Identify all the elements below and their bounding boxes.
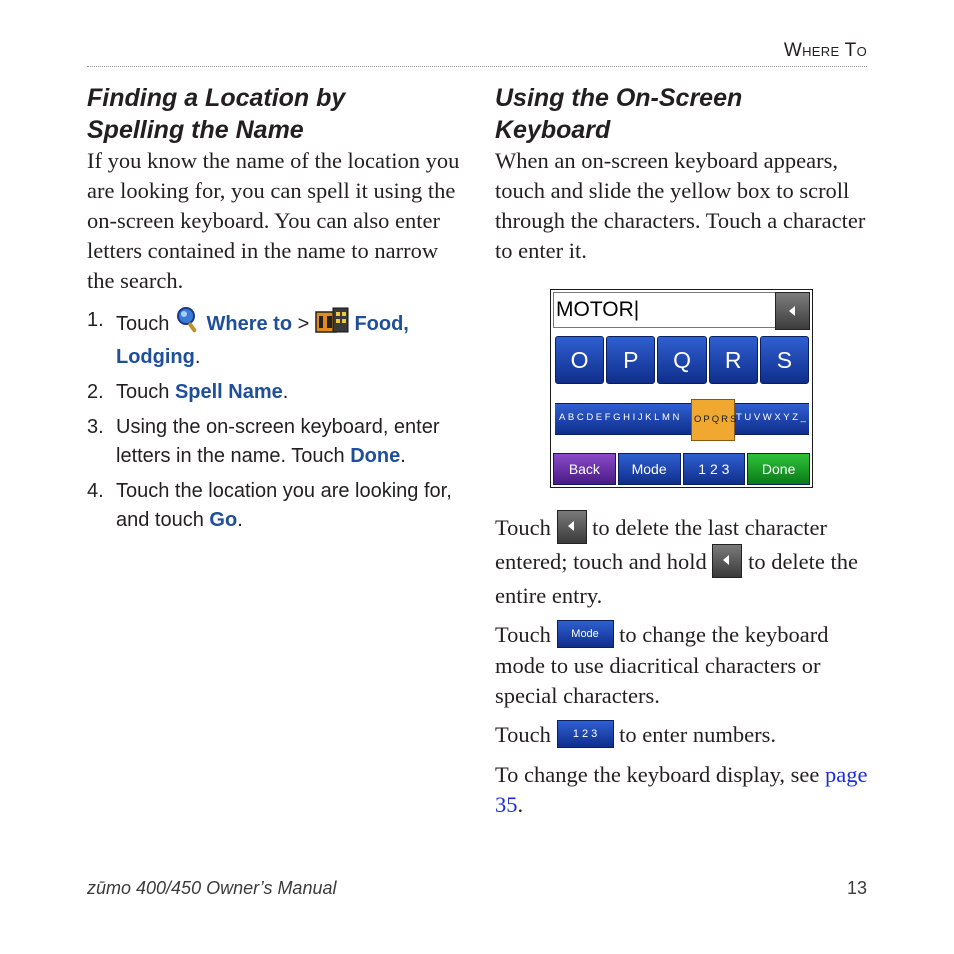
backspace-button[interactable]: [775, 292, 810, 330]
text: Touch: [495, 515, 551, 541]
step-number: 3.: [87, 416, 104, 438]
spell-name-link[interactable]: Spell Name: [174, 381, 283, 403]
footer-manual-title: zūmo 400/450 Owner’s Manual: [87, 878, 337, 898]
mode-button-icon: Mode: [557, 620, 614, 648]
text: to delete the entire entry.: [495, 549, 859, 608]
step-punct: .: [400, 445, 406, 467]
step-3: [87, 413, 467, 471]
numbers-button-icon: 1 2 3: [557, 720, 614, 748]
keyboard-button-bar: [553, 453, 810, 485]
backspace-icon: [712, 544, 742, 578]
right-title-line2: Keyboard: [495, 116, 611, 144]
footer-page-number: 13: [846, 878, 867, 898]
text: Touch: [495, 622, 551, 647]
left-section-title: [87, 82, 467, 146]
text: to enter numbers.: [619, 721, 777, 747]
backspace-icon: [557, 510, 587, 544]
character-scroll-strip[interactable]: [555, 403, 809, 435]
step-2: [87, 378, 467, 407]
mode-button[interactable]: Mode: [618, 453, 681, 485]
go-link[interactable]: Go: [209, 509, 238, 531]
left-title-line2: Spelling the Name: [87, 116, 304, 144]
step-separator: >: [297, 312, 310, 335]
right-section-title: [495, 82, 875, 146]
right-title-line1: Using the On-Screen: [495, 84, 743, 112]
step-4: [87, 477, 467, 535]
backspace-paragraph: [495, 513, 875, 611]
back-button[interactable]: Back: [553, 453, 616, 485]
running-header: Where To: [783, 40, 867, 61]
key-s[interactable]: S: [760, 336, 809, 384]
key-o[interactable]: O: [555, 336, 604, 384]
where-to-link[interactable]: Where to: [206, 312, 293, 335]
text: To change the keyboard display, see: [495, 761, 820, 787]
lodging-link[interactable]: Lodging: [116, 346, 195, 368]
numbers-paragraph: [495, 720, 875, 751]
step-number: 4.: [87, 480, 104, 502]
step-punct: .: [282, 381, 289, 403]
text: to delete the last character entered; touch and hold: [495, 515, 828, 575]
food-lodging-icon: [315, 306, 349, 343]
keyboard-text-field[interactable]: MOTOR|: [553, 292, 776, 328]
left-column: [87, 82, 467, 296]
text: to change the keyboard mode to use diacritical characters or special characters.: [495, 622, 829, 708]
magnifier-icon: [175, 306, 201, 343]
right-column: [495, 82, 875, 266]
strip-letters-selected: OPQRS: [694, 414, 739, 425]
display-paragraph: [495, 760, 875, 820]
food-link[interactable]: Food,: [354, 312, 409, 335]
strip-letters-left: ABCDEFGHIJKLMN: [559, 412, 682, 423]
step-text: Touch the location you are looking for, and touch: [116, 480, 452, 531]
step-number: 1.: [87, 309, 104, 331]
right-intro: When an on-screen keyboard appears, touch and slide the yellow box to scroll through the characters. Touch a character to enter it.: [495, 148, 866, 263]
selector-box[interactable]: [691, 399, 739, 441]
page-35-link[interactable]: page 35: [495, 761, 868, 817]
header-divider: [87, 66, 867, 67]
keyboard-screenshot: [550, 289, 813, 488]
step-text: Touch: [116, 312, 170, 335]
mode-paragraph: [495, 620, 875, 711]
numbers-button[interactable]: 1 2 3: [683, 453, 746, 485]
left-intro: If you know the name of the location you are looking for, you can spell it using the on-screen keyboard. You can also enter letters contained in the name to narrow the search.: [87, 148, 460, 293]
done-link[interactable]: Done: [350, 445, 401, 467]
right-body: [495, 513, 875, 820]
key-r[interactable]: R: [709, 336, 758, 384]
steps-list: [87, 306, 467, 541]
step-text: Using the on-screen keyboard, enter letters in the name. Touch: [116, 416, 440, 467]
step-number: 2.: [87, 381, 104, 403]
step-1: [87, 306, 467, 372]
step-text: Touch: [116, 381, 170, 403]
step-punct: .: [194, 346, 201, 368]
text: .: [517, 791, 524, 817]
done-button[interactable]: Done: [747, 453, 810, 485]
key-p[interactable]: P: [606, 336, 655, 384]
step-punct: .: [237, 509, 243, 531]
backspace-arrow-icon: [789, 306, 795, 316]
strip-letters-right: TUVWXYZ_: [736, 412, 809, 423]
key-q[interactable]: Q: [657, 336, 706, 384]
text: Touch: [495, 721, 551, 747]
left-title-line1: Finding a Location by: [87, 84, 346, 112]
key-row: [555, 336, 809, 384]
